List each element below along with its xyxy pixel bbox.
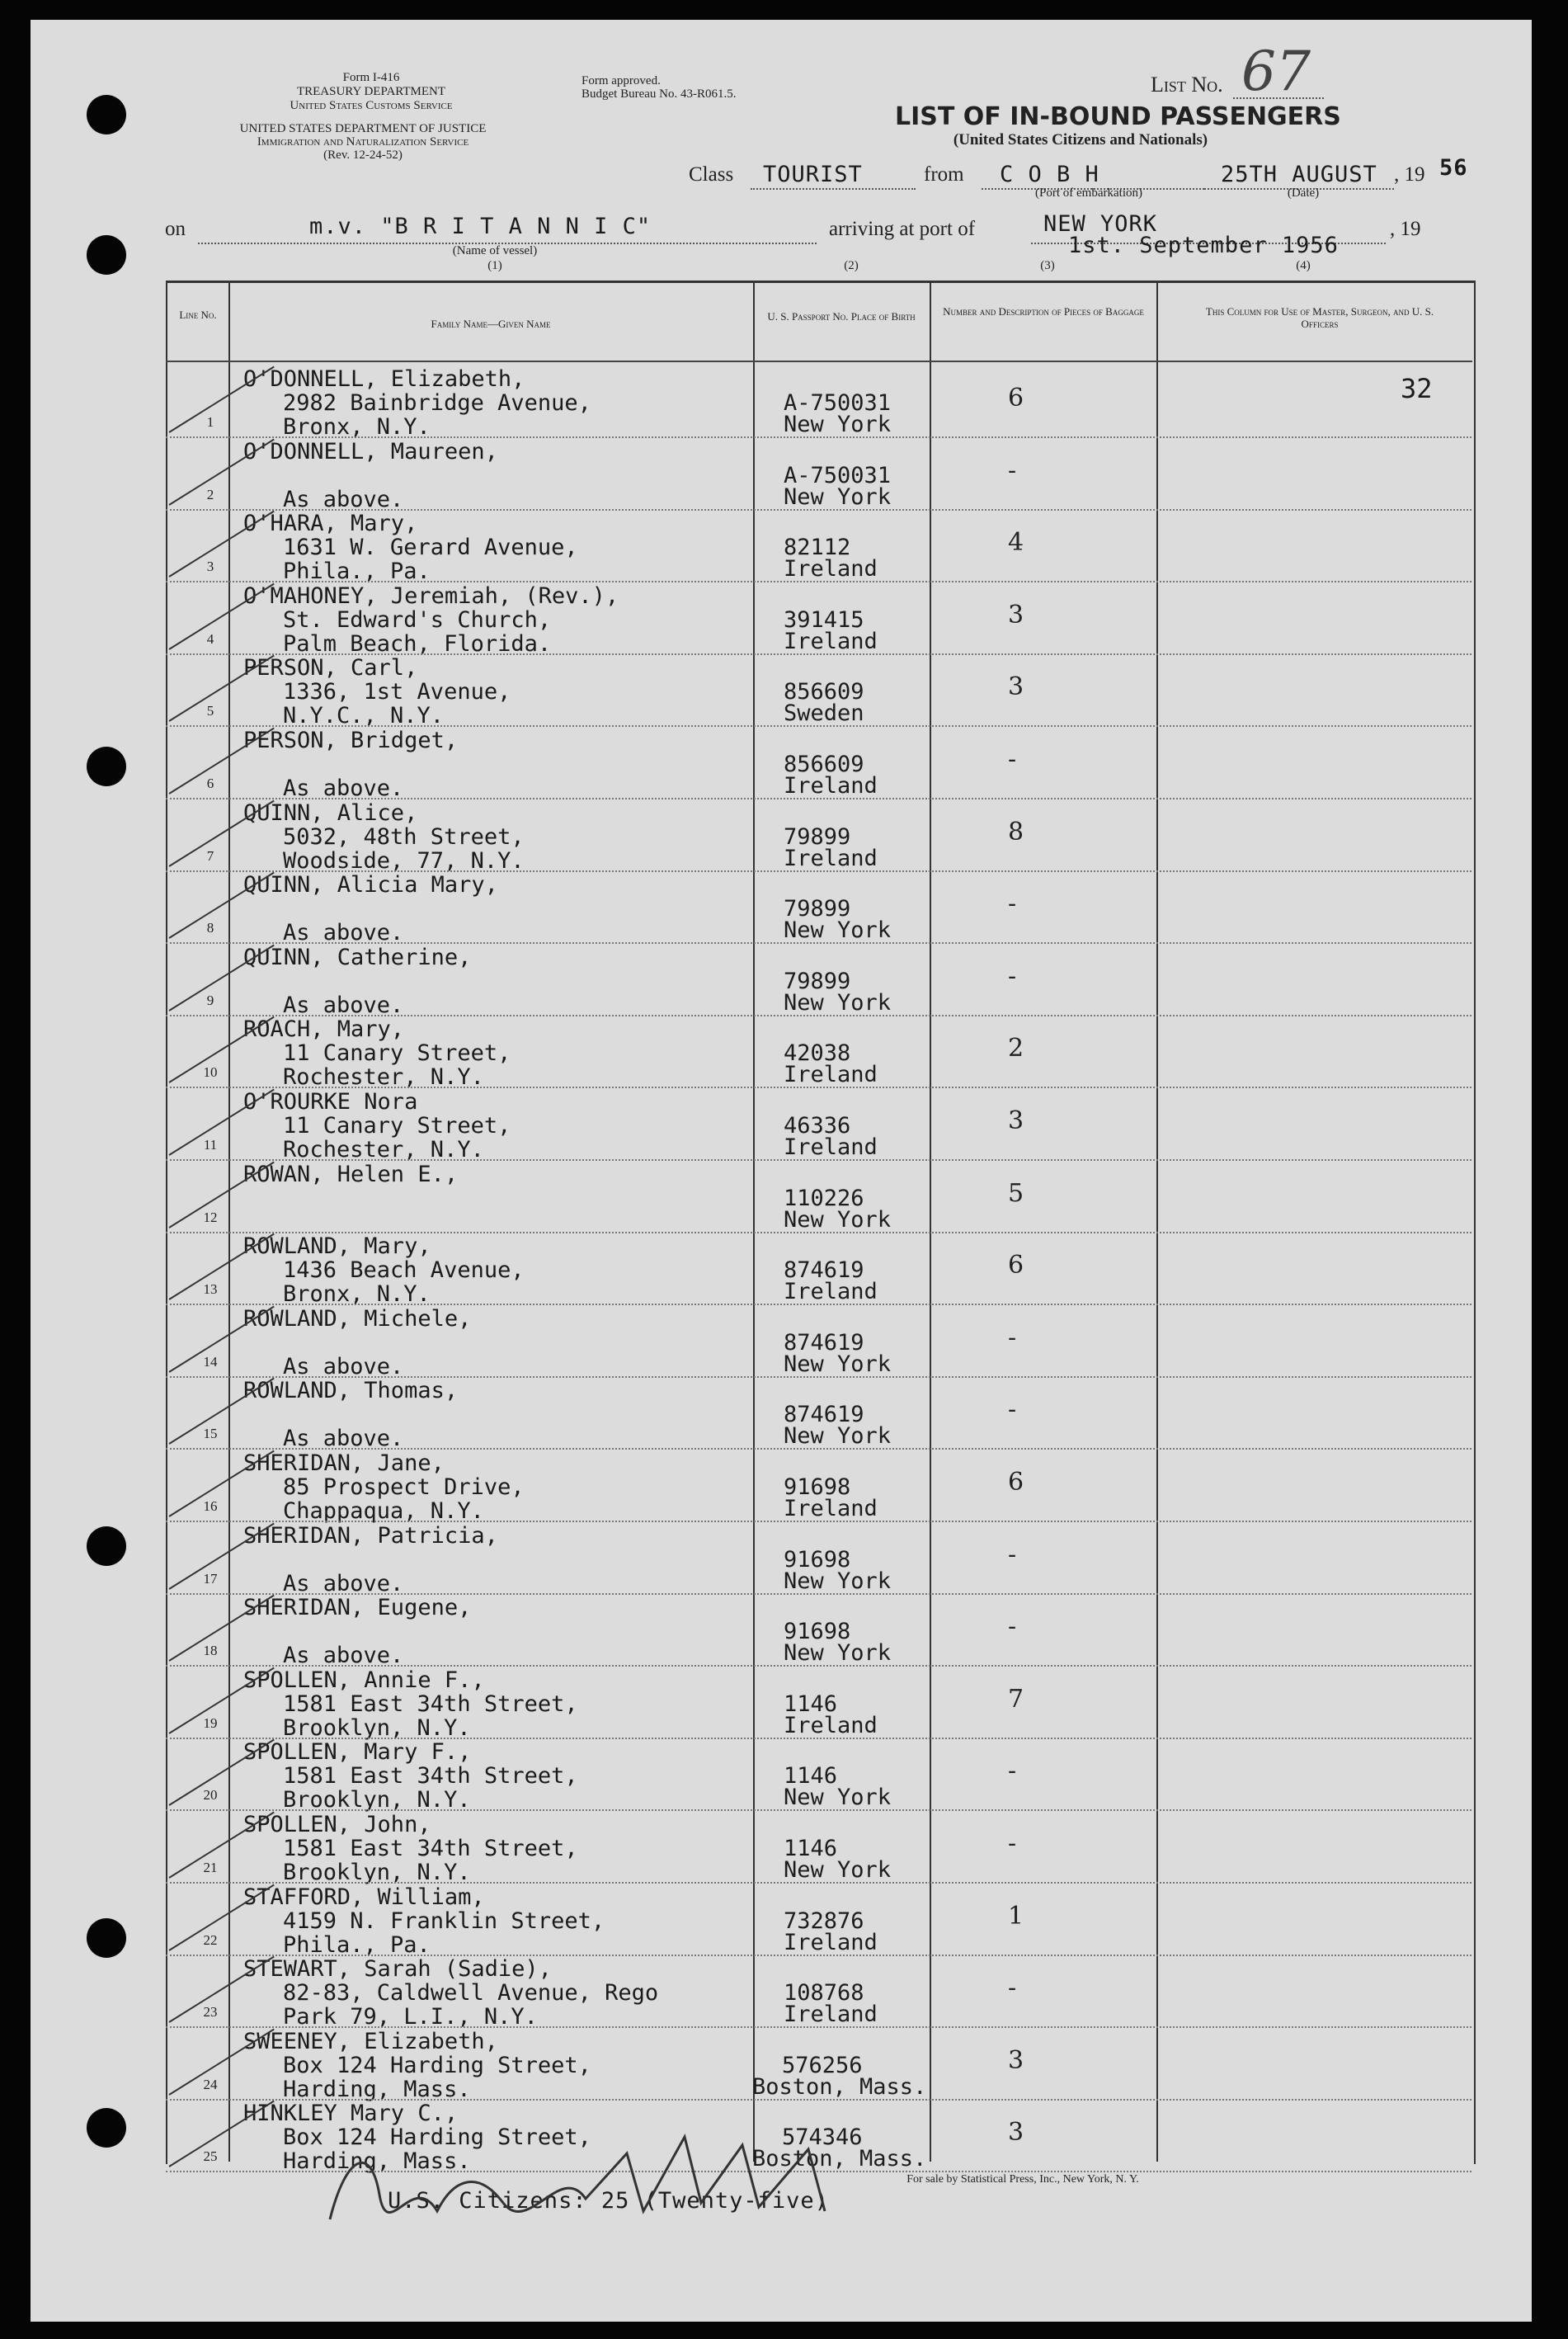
row-divider [166,2026,1471,2028]
document-title: LIST OF IN-BOUND PASSENGERS [895,102,1341,131]
passenger-name: SHERIDAN, Jane, [243,1450,445,1476]
port-caption: (Port of embarkation) [1035,186,1142,200]
passenger-name: ROACH, Mary, [243,1016,405,1043]
baggage-count: 3 [1008,1106,1024,1135]
line-number: 17 [203,1570,218,1587]
row-divider [166,1304,1471,1305]
place-of-birth: Ireland [784,1496,878,1521]
line-number: 3 [206,559,214,575]
place-of-birth: Ireland [784,1134,878,1160]
passenger-address-1: 1581 East 34th Street, [283,1763,578,1790]
passport-number: 874619 [784,1257,864,1284]
year-suffix: 56 [1439,155,1468,181]
budget-bureau: Budget Bureau No. 43-R061.5. [582,87,737,101]
passenger-name: ROWLAND, Michele, [243,1305,472,1332]
passenger-name: STEWART, Sarah (Sadie), [243,1956,552,1983]
line-number: 10 [203,1064,218,1081]
punch-hole [87,1918,126,1958]
passenger-address-2: N.Y.C., N.Y. [283,703,445,729]
list-number: 67 [1241,40,1311,103]
embarkation-date: 25TH AUGUST [1221,162,1377,187]
passenger-address-2: Harding, Mass. [283,2076,471,2102]
line-number: 16 [203,1498,218,1514]
col-number: (3) [1040,259,1055,272]
passenger-address-2: As above. [283,992,404,1018]
baggage-count: - [1008,1974,1017,2003]
passenger-address-1: 2982 Bainbridge Avenue, [283,390,591,416]
baggage-count: - [1008,889,1017,919]
passenger-address-1: 11 Canary Street, [283,1113,511,1139]
baggage-count: 4 [1008,528,1024,558]
passenger-name: O'HARA, Mary, [243,511,418,537]
baggage-count: - [1008,745,1017,774]
line-number: 15 [203,1426,218,1442]
passenger-address-2: Bronx, N.Y. [283,1281,431,1308]
officer-note: 32 [1401,373,1433,404]
passport-number: 574346 [782,2124,863,2151]
vessel-name: m.v. "B R I T A N N I C" [309,214,652,239]
baggage-count: 3 [1008,2118,1024,2148]
baggage-count: 8 [1008,817,1024,846]
passenger-name: HINKLEY Mary C., [243,2101,459,2127]
passport-number: 91698 [784,1619,851,1645]
line-number: 5 [206,703,214,719]
line-number: 9 [206,992,214,1008]
punch-hole [87,2108,126,2148]
treasury-dept: TREASURY DEPARTMENT [296,85,446,98]
passport-number: 732876 [784,1908,864,1934]
passenger-address-2: As above. [283,486,404,512]
line-number: 4 [206,630,214,647]
passport-number: 856609 [784,752,864,777]
passenger-address-1: Box 124 Harding Street, [283,2124,591,2151]
passport-number: A-750031 [784,390,892,416]
passport-number: 856609 [784,679,864,705]
col-number: (4) [1296,259,1311,272]
line-number: 12 [203,1209,218,1225]
place-of-birth: New York [784,917,892,944]
baggage-count: - [1008,1323,1017,1352]
passenger-address-1: 11 Canary Street, [283,1040,511,1067]
row-divider [166,1159,1471,1161]
passport-number: 91698 [784,1546,851,1573]
passenger-address-2: Brooklyn, N.Y. [283,1714,471,1741]
place-of-birth: Ireland [784,1062,878,1088]
passenger-address-1: 82-83, Caldwell Avenue, Rego [283,1980,659,2007]
passenger-address-2: Brooklyn, N.Y. [283,1860,471,1885]
passenger-address-2: Chappaqua, N.Y. [283,1498,484,1524]
passport-number: 42038 [784,1040,851,1067]
passenger-name: O'ROURKE Nora [243,1089,418,1115]
on-label: on [165,218,186,240]
line-number: 20 [203,1787,218,1804]
passenger-name: SPOLLEN, John, [243,1812,431,1837]
place-of-birth: New York [784,483,892,510]
place-of-birth: New York [784,1857,892,1883]
row-divider [166,581,1471,582]
passenger-name: O'MAHONEY, Jeremiah, (Rev.), [243,582,619,609]
passport-number: 874619 [784,1329,864,1356]
place-of-birth: Ireland [784,556,878,582]
justice-dept: UNITED STATES DEPARTMENT OF JUSTICE [239,122,487,135]
printer-note: For sale by Statistical Press, Inc., New York, N. Y. [906,2173,1139,2186]
passenger-address-2: As above. [283,776,404,801]
passenger-name: QUINN, Catherine, [243,944,472,970]
document-subtitle: (United States Citizens and Nationals) [953,131,1208,149]
place-of-birth: Sweden [784,700,864,727]
baggage-count: - [1008,455,1017,485]
line-number: 23 [203,2004,218,2021]
place-of-birth: New York [784,1568,892,1594]
passenger-address-1: 1581 East 34th Street, [283,1836,578,1861]
baggage-count: 6 [1008,384,1024,413]
baggage-count: 3 [1008,600,1024,630]
header-name: Family Name—Given Name [431,318,551,330]
passenger-name: SHERIDAN, Eugene, [243,1595,472,1621]
passenger-name: QUINN, Alicia Mary, [243,872,498,898]
punch-hole [87,1526,126,1566]
citizen-total: U.S. Citizens: 25 (Twenty-five) [388,2188,829,2214]
passenger-name: ROWLAND, Thomas, [243,1378,459,1404]
arrival-port: NEW YORK [1043,211,1158,237]
passenger-address-2: Woodside, 77, N.Y. [283,847,525,874]
arrival-date: 1st. September 1956 [1068,233,1339,258]
header-officers: This Column for Use of Master, Surgeon, and U. S. Officers [1205,305,1434,330]
arrival-year-prefix: , 19 [1390,218,1421,240]
place-of-birth: Ireland [784,1279,878,1305]
col-number: (2) [844,259,859,272]
passenger-address-1: 5032, 48th Street, [283,823,525,850]
line-number: 25 [203,2148,218,2165]
class-label: Class [689,163,734,186]
line-number: 13 [203,1281,218,1298]
baggage-count: 7 [1008,1684,1024,1714]
passenger-address-1: 1336, 1st Avenue, [283,679,511,705]
place-of-birth: Ireland [784,845,878,871]
header-passport: U. S. Passport No. Place of Birth [767,310,916,323]
passport-number: 110226 [784,1185,864,1211]
place-of-birth: Ireland [784,1929,878,1955]
baggage-count: 2 [1008,1034,1024,1063]
place-of-birth: New York [784,412,892,437]
passport-number: 91698 [784,1474,851,1500]
customs-service: United States Customs Service [290,99,453,112]
passport-number: 79899 [784,896,851,922]
passenger-address-1: 1436 Beach Avenue, [283,1257,525,1284]
row-divider [166,436,1471,438]
passenger-name: O'DONNELL, Maureen, [243,438,498,464]
passenger-address-1: 1581 East 34th Street, [283,1691,578,1717]
passport-number: 1146 [784,1763,838,1790]
passenger-address-1: Box 124 Harding Street, [283,2052,591,2078]
punch-hole [87,747,126,786]
baggage-count: - [1008,1540,1017,1569]
passenger-name: O'DONNELL, Elizabeth, [243,366,525,392]
header-baggage: Number and Description of Pieces of Baggage [943,305,1144,318]
passenger-address-2: As above. [283,1426,404,1452]
passport-number: 82112 [784,535,851,561]
passenger-address-2: As above. [283,920,404,946]
place-of-birth: Ireland [784,1712,878,1738]
passport-number: 79899 [784,823,851,850]
year-prefix: , 19 [1394,163,1425,186]
baggage-count: - [1008,1612,1017,1642]
place-of-birth: Ireland [784,773,878,799]
line-number: 2 [206,486,214,502]
passenger-address-1: 1631 W. Gerard Avenue, [283,535,578,561]
passenger-address-2: Rochester, N.Y. [283,1064,484,1091]
line-number: 7 [206,847,214,864]
passenger-address-2: Palm Beach, Florida. [283,630,552,657]
baggage-count: - [1008,1757,1017,1786]
passenger-address-2: Brooklyn, N.Y. [283,1787,471,1813]
passenger-address-1: 4159 N. Franklin Street, [283,1908,605,1934]
baggage-count: 6 [1008,1468,1024,1497]
baggage-count: 3 [1008,672,1024,702]
passenger-address-2: Phila., Pa. [283,559,431,585]
passenger-address-2: Rochester, N.Y. [283,1137,484,1162]
place-of-birth: Ireland [784,2002,878,2028]
vessel-caption: (Name of vessel) [452,244,538,257]
embarkation-port: C O B H [1000,162,1099,187]
passenger-address-2: Bronx, N.Y. [283,414,431,440]
passenger-address-1: 85 Prospect Drive, [283,1474,525,1500]
form-number: Form I-416 [342,71,400,84]
row-divider [166,1521,1471,1522]
passport-number: 1146 [784,1691,838,1717]
line-number: 11 [203,1137,218,1153]
passenger-name: SPOLLEN, Mary F., [243,1739,472,1766]
place-of-birth: New York [784,1640,892,1667]
passenger-address-2: Phila., Pa. [283,1931,431,1958]
form-approved: Form approved. [582,74,661,87]
line-number: 8 [206,920,214,936]
place-of-birth: Ireland [784,628,878,654]
passenger-address-2: As above. [283,1353,404,1379]
passenger-address-2: Harding, Mass. [283,2148,471,2175]
row-divider [166,942,1471,944]
passport-number: 874619 [784,1402,864,1428]
row-divider [166,798,1471,799]
passenger-name: SWEENEY, Elizabeth, [243,2028,498,2054]
header-line-no: Line No. [179,309,217,321]
passenger-name: PERSON, Carl, [243,655,418,681]
place-of-birth: New York [784,1423,892,1450]
passport-number: 79899 [784,968,851,994]
col-number: (1) [487,259,502,272]
passenger-address-1: St. Edward's Church, [283,606,552,633]
passenger-address-2: As above. [283,1643,404,1669]
line-number: 1 [206,414,214,430]
punch-hole [87,235,126,275]
passport-number: 576256 [782,2052,863,2078]
passenger-name: STAFFORD, William, [243,1884,485,1910]
passport-number: A-750031 [784,462,892,488]
baggage-count: 5 [1008,1178,1024,1208]
baggage-count: 3 [1008,2045,1024,2075]
place-of-birth: Boston, Mass. [752,2146,927,2172]
passport-number: 391415 [784,606,864,633]
passport-number: 46336 [784,1113,851,1139]
line-number: 22 [203,1931,218,1948]
baggage-count: 6 [1008,1251,1024,1280]
place-of-birth: New York [784,1785,892,1811]
line-number: 18 [203,1643,218,1659]
baggage-count: - [1008,1829,1017,1858]
place-of-birth: New York [784,989,892,1016]
line-number: 6 [206,776,214,791]
line-number: 14 [203,1353,218,1370]
baggage-count: 1 [1008,1901,1024,1931]
line-number: 24 [203,2076,218,2092]
list-no-label: List No. [1151,73,1223,97]
passport-number: 1146 [784,1836,838,1861]
row-divider [166,1665,1471,1667]
from-label: from [924,163,964,186]
line-number: 21 [203,1860,218,1875]
passenger-address-2: Park 79, L.I., N.Y. [283,2004,538,2030]
place-of-birth: New York [784,1351,892,1377]
passenger-name: ROWLAND, Mary, [243,1233,431,1260]
passenger-name: PERSON, Bridget, [243,728,459,753]
ins-service: Immigration and Naturalization Service [257,135,469,149]
revision-date: (Rev. 12-24-52) [323,149,403,162]
arriving-label: arriving at port of [829,218,976,240]
passenger-name: QUINN, Alice, [243,799,418,826]
punch-hole [87,95,126,134]
passenger-name: SPOLLEN, Annie F., [243,1667,485,1693]
baggage-count: - [1008,1395,1017,1425]
line-number: 19 [203,1714,218,1731]
row-divider [166,1882,1471,1884]
signature-scribble [313,2120,940,2228]
place-of-birth: New York [784,1206,892,1233]
passenger-name: ROWAN, Helen E., [243,1161,459,1187]
passenger-name: SHERIDAN, Patricia, [243,1522,498,1549]
baggage-count: - [1008,961,1017,991]
place-of-birth: Boston, Mass. [752,2073,927,2100]
class-value: TOURIST [763,162,863,187]
date-caption: (Date) [1287,186,1320,200]
passenger-address-2: As above. [283,1570,404,1596]
passport-number: 108768 [784,1980,864,2007]
